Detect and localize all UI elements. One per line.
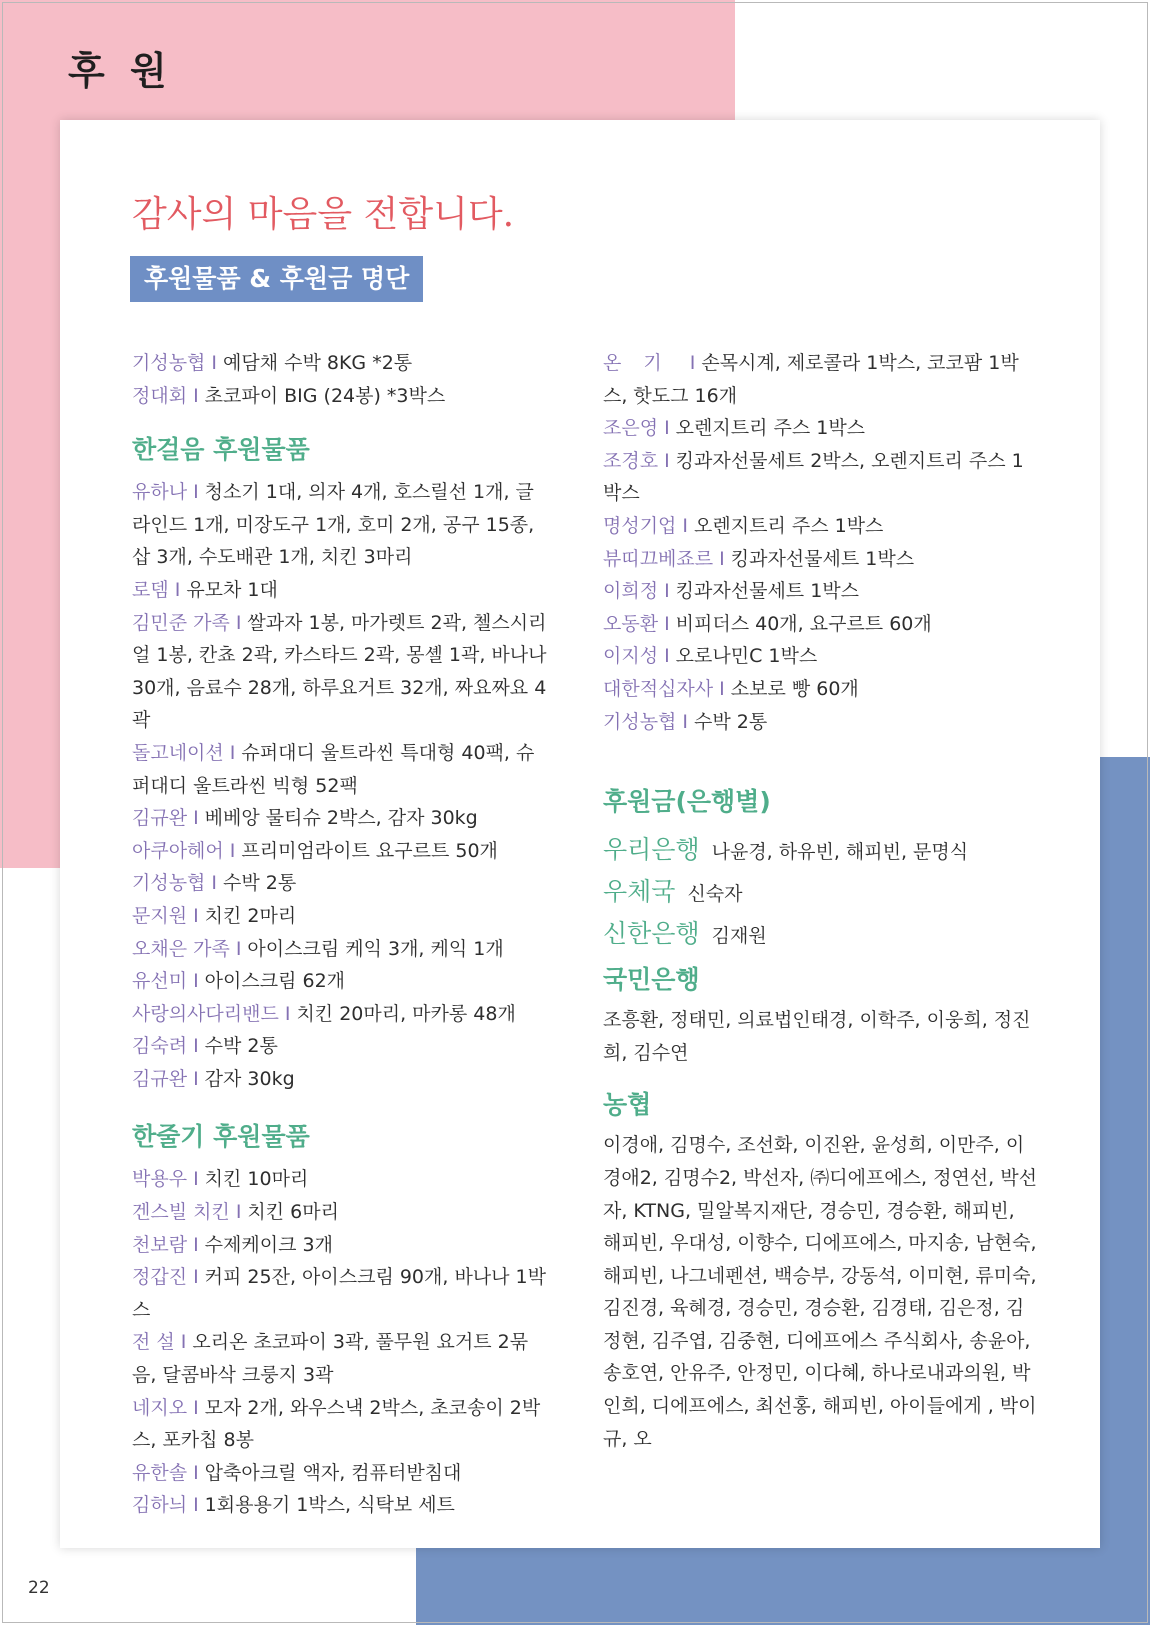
donor-entry [132, 1392, 550, 1457]
separator: I [193, 1035, 199, 1058]
separator: I [193, 1266, 199, 1289]
donated-items: 쌀과자 1봉, 마가렛트 2곽, 첼스시리얼 1봉, 칸쵸 2곽, 카스타드 2곽, 몽셸 1곽, 바나나 30개, 음료수 28개, 하루요거트 32개, 짜요짜요 4곽 [132, 611, 547, 732]
hanjulgi-heading: 한줄기 후원물품 [132, 1122, 310, 1152]
donor-name: 이지성 [603, 645, 659, 668]
donor-name: 박용우 [132, 1168, 188, 1191]
separator: I [193, 904, 199, 927]
separator: I [229, 839, 236, 862]
donated-items: 압축아크릴 액자, 컴퓨터받침대 [204, 1461, 462, 1484]
left-column [132, 347, 550, 1522]
nh-donors: 이경애, 김명수, 조선화, 이진완, 윤성희, 이만주, 이경애2, 김명수2, 박선자, ㈜디에프에스, 정연선, 박선자, KTNG, 밀알복지재단, 경승민, 경승환, 해피빈, 해피빈, 우대성, 이향수, 디에프에스, 마지송, 남현숙, 해피빈, 나그네펜션, 백승부, 강동석, 이미현, 류미숙, 김진경, 육혜경, 경승민, 경승환, 김경태, 김은정, 김정현, 김주엽, 김중현, 디에프에스 주식회사, 송윤아, 송호연, 안유주, 안정민, 이다혜, 하나로내과의원, 박인희, 디에프에스, 최선홍, 해피빈, 아이들에게 , 박이규, 오 [603, 1134, 1037, 1450]
separator: I [193, 970, 199, 993]
donor-entry [132, 933, 550, 966]
donor-name: 사랑의사다리밴드 [132, 1002, 279, 1025]
donor-name: 기성농협 [132, 352, 206, 374]
donated-items: 치킨 6마리 [247, 1201, 339, 1224]
donor-entry [132, 1457, 550, 1490]
donated-items: 아이스크림 케익 3개, 케익 1개 [247, 937, 504, 960]
separator: I [180, 1331, 187, 1354]
donor-entry [603, 608, 1039, 641]
donated-items: 커피 25잔, 아이스크림 90개, 바나나 1박스 [132, 1266, 546, 1321]
separator: I [664, 580, 670, 603]
hangeoreum-heading: 한걸음 후원물품 [132, 435, 310, 465]
donated-items: 소보로 빵 60개 [730, 677, 859, 700]
separator: I [193, 1396, 199, 1419]
donor-name: 겐스빌 치킨 [132, 1201, 230, 1224]
donor-name: 조은영 [603, 417, 659, 440]
donated-items: 청소기 1대, 의자 4개, 호스릴선 1개, 글라인드 1개, 미장도구 1개, 호미 2개, 공구 15종, 삽 3개, 수도배관 1개, 치킨 3마리 [132, 481, 535, 569]
hangeoreum-list [132, 476, 550, 1095]
donor-entry [603, 575, 1039, 608]
separator: I [193, 1233, 199, 1256]
bank-name: 우체국 [603, 877, 676, 907]
donated-items: 유모차 1대 [186, 578, 278, 601]
page-number: 22 [28, 1578, 50, 1598]
separator: I [174, 578, 181, 601]
donated-items: 프리미엄라이트 요구르트 50개 [241, 839, 498, 862]
separator: I [719, 547, 725, 570]
donor-name: 조경호 [603, 449, 659, 472]
donor-entry [132, 574, 550, 607]
donor-entry [132, 802, 550, 835]
donor-name: 명성기업 [603, 514, 677, 537]
donated-items: 슈퍼대디 울트라씬 특대형 40팩, 슈퍼대디 울트라씬 빅형 52팩 [132, 741, 535, 797]
separator: I [682, 710, 689, 733]
donor-name: 오동환 [603, 612, 659, 635]
donated-items: 초코파이 BIG (24봉) *3박스 [204, 384, 446, 407]
donor-name: 김규완 [132, 807, 188, 830]
donated-items: 아이스크림 62개 [204, 970, 346, 993]
bank-name: 우리은행 [603, 835, 700, 865]
donor-entry [132, 737, 550, 802]
donor-entry [132, 867, 550, 900]
top-donor-list [132, 347, 550, 412]
separator: I [193, 807, 199, 830]
donor-entry [132, 1063, 550, 1096]
donor-name: 네지오 [132, 1396, 188, 1419]
donated-items: 베베앙 물티슈 2박스, 감자 30kg [204, 807, 478, 830]
donated-items: 오로나민C 1박스 [675, 645, 818, 668]
donor-entry [603, 347, 1039, 412]
donated-items: 오렌지트리 주스 1박스 [694, 514, 884, 537]
hanjulgi-list [132, 1163, 550, 1522]
bank-donors: 나윤경, 하유빈, 해피빈, 문명식 [711, 841, 969, 864]
donated-items: 킹과자선물세트 1박스 [730, 547, 915, 570]
donated-items: 감자 30kg [204, 1067, 295, 1090]
donor-entry [603, 510, 1039, 543]
donor-name: 로뎀 [132, 578, 169, 601]
separator: I [193, 384, 199, 407]
donor-name: 김하늬 [132, 1494, 188, 1517]
donated-items: 수박 2통 [223, 872, 297, 895]
donor-name: 김규완 [132, 1067, 188, 1090]
separator: I [664, 449, 670, 472]
separator: I [682, 514, 689, 537]
donor-entry [132, 1261, 550, 1326]
donor-name: 기성농협 [603, 710, 677, 733]
donor-entry [132, 476, 550, 574]
separator: I [235, 611, 242, 634]
donated-items: 1회용용기 1박스, 식탁보 세트 [204, 1494, 455, 1517]
kookmin-heading: 국민은행 [603, 965, 700, 995]
donated-items: 수제케이크 3개 [204, 1233, 333, 1256]
donor-entry [132, 1326, 550, 1391]
separator: I [193, 1461, 199, 1484]
donated-items: 치킨 2마리 [204, 904, 297, 927]
donor-name: 이희정 [603, 580, 659, 603]
bank-row [603, 872, 1039, 914]
donated-items: 오리온 초코파이 3곽, 풀무원 요거트 2묶음, 달콤바삭 크룽지 3곽 [132, 1331, 529, 1387]
separator: I [664, 612, 670, 635]
donor-name: 김숙려 [132, 1035, 188, 1058]
donor-entry [603, 412, 1039, 445]
content-card [60, 120, 1100, 1548]
donor-entry [132, 835, 550, 868]
separator: I [193, 1067, 199, 1090]
donated-items: 킹과자선물세트 2박스, 오렌지트리 주스 1박스 [603, 449, 1024, 505]
donor-entry [132, 1229, 550, 1262]
donor-name: 아쿠아헤어 [132, 839, 224, 862]
donor-entry [132, 607, 550, 737]
right-donor-list [603, 347, 1039, 738]
headline: 감사의 마음을 전합니다. [132, 194, 515, 235]
section-title: 후 원 [68, 49, 173, 93]
separator: I [689, 352, 696, 374]
funds-heading: 후원금(은행별) [603, 787, 771, 817]
donor-name: 유한솔 [132, 1461, 188, 1484]
donor-entry [132, 1196, 550, 1229]
bank-row [603, 830, 1039, 872]
donor-name: 온기 [603, 352, 684, 374]
donor-name: 정갑진 [132, 1266, 188, 1289]
separator: I [193, 1168, 199, 1191]
bank-row [603, 914, 1039, 956]
separator: I [211, 872, 218, 895]
donor-name: 기성농협 [132, 872, 206, 895]
donor-name: 유선미 [132, 970, 188, 993]
nh-heading: 농협 [603, 1090, 652, 1120]
donor-name: 돌고네이션 [132, 741, 224, 764]
separator: I [229, 741, 236, 764]
donated-items: 모자 2개, 와우스낵 2박스, 초코송이 2박스, 포카칩 8봉 [132, 1396, 541, 1452]
separator: I [235, 937, 242, 960]
donor-entry [603, 445, 1039, 510]
donated-items: 치킨 20마리, 마카롱 48개 [296, 1002, 516, 1025]
donor-entry [132, 380, 550, 413]
bank-list [603, 830, 1039, 956]
donor-name: 뷰띠끄베죠르 [603, 547, 714, 570]
donor-name: 김민준 가족 [132, 611, 230, 634]
donor-entry [603, 543, 1039, 576]
separator: I [284, 1002, 291, 1025]
donor-entry [132, 1030, 550, 1063]
donated-items: 수박 2통 [694, 710, 768, 733]
donor-name: 대한적십자사 [603, 677, 714, 700]
donor-entry [603, 706, 1039, 739]
donor-entry [132, 998, 550, 1031]
donor-name: 천보람 [132, 1233, 188, 1256]
donated-items: 예담채 수박 8KG *2통 [223, 352, 413, 374]
separator: I [211, 352, 218, 374]
donor-entry [132, 1489, 550, 1522]
donated-items: 킹과자선물세트 1박스 [675, 580, 859, 603]
kookmin-donors: 조흥환, 정태민, 의료법인태경, 이학주, 이웅희, 정진희, 김수연 [603, 1009, 1031, 1064]
donated-items: 치킨 10마리 [204, 1168, 309, 1191]
donor-entry [603, 673, 1039, 706]
donated-items: 오렌지트리 주스 1박스 [675, 417, 866, 440]
donor-entry [132, 347, 550, 380]
separator: I [193, 481, 199, 504]
donor-entry [603, 640, 1039, 673]
donor-name: 문지원 [132, 904, 188, 927]
separator: I [235, 1201, 242, 1224]
donated-items: 손목시계, 제로콜라 1박스, 코코팜 1박스, 핫도그 16개 [603, 352, 1019, 407]
separator: I [193, 1494, 199, 1517]
separator: I [664, 645, 670, 668]
bank-name: 신한은행 [603, 919, 700, 949]
separator: I [664, 417, 670, 440]
bank-donors: 김재원 [711, 925, 767, 948]
separator: I [719, 677, 725, 700]
donor-name: 전 설 [132, 1331, 175, 1354]
donor-name: 정대회 [132, 384, 188, 407]
list-banner: 후원물품 & 후원금 명단 [130, 256, 423, 302]
donated-items: 비피더스 40개, 요구르트 60개 [675, 612, 932, 635]
donor-name: 유하나 [132, 481, 188, 504]
donor-name: 오채은 가족 [132, 937, 230, 960]
donor-entry [132, 900, 550, 933]
donor-entry [132, 965, 550, 998]
right-column [603, 347, 1039, 1455]
donor-entry [132, 1163, 550, 1196]
donated-items: 수박 2통 [204, 1035, 278, 1058]
bank-donors: 신숙자 [687, 883, 743, 906]
